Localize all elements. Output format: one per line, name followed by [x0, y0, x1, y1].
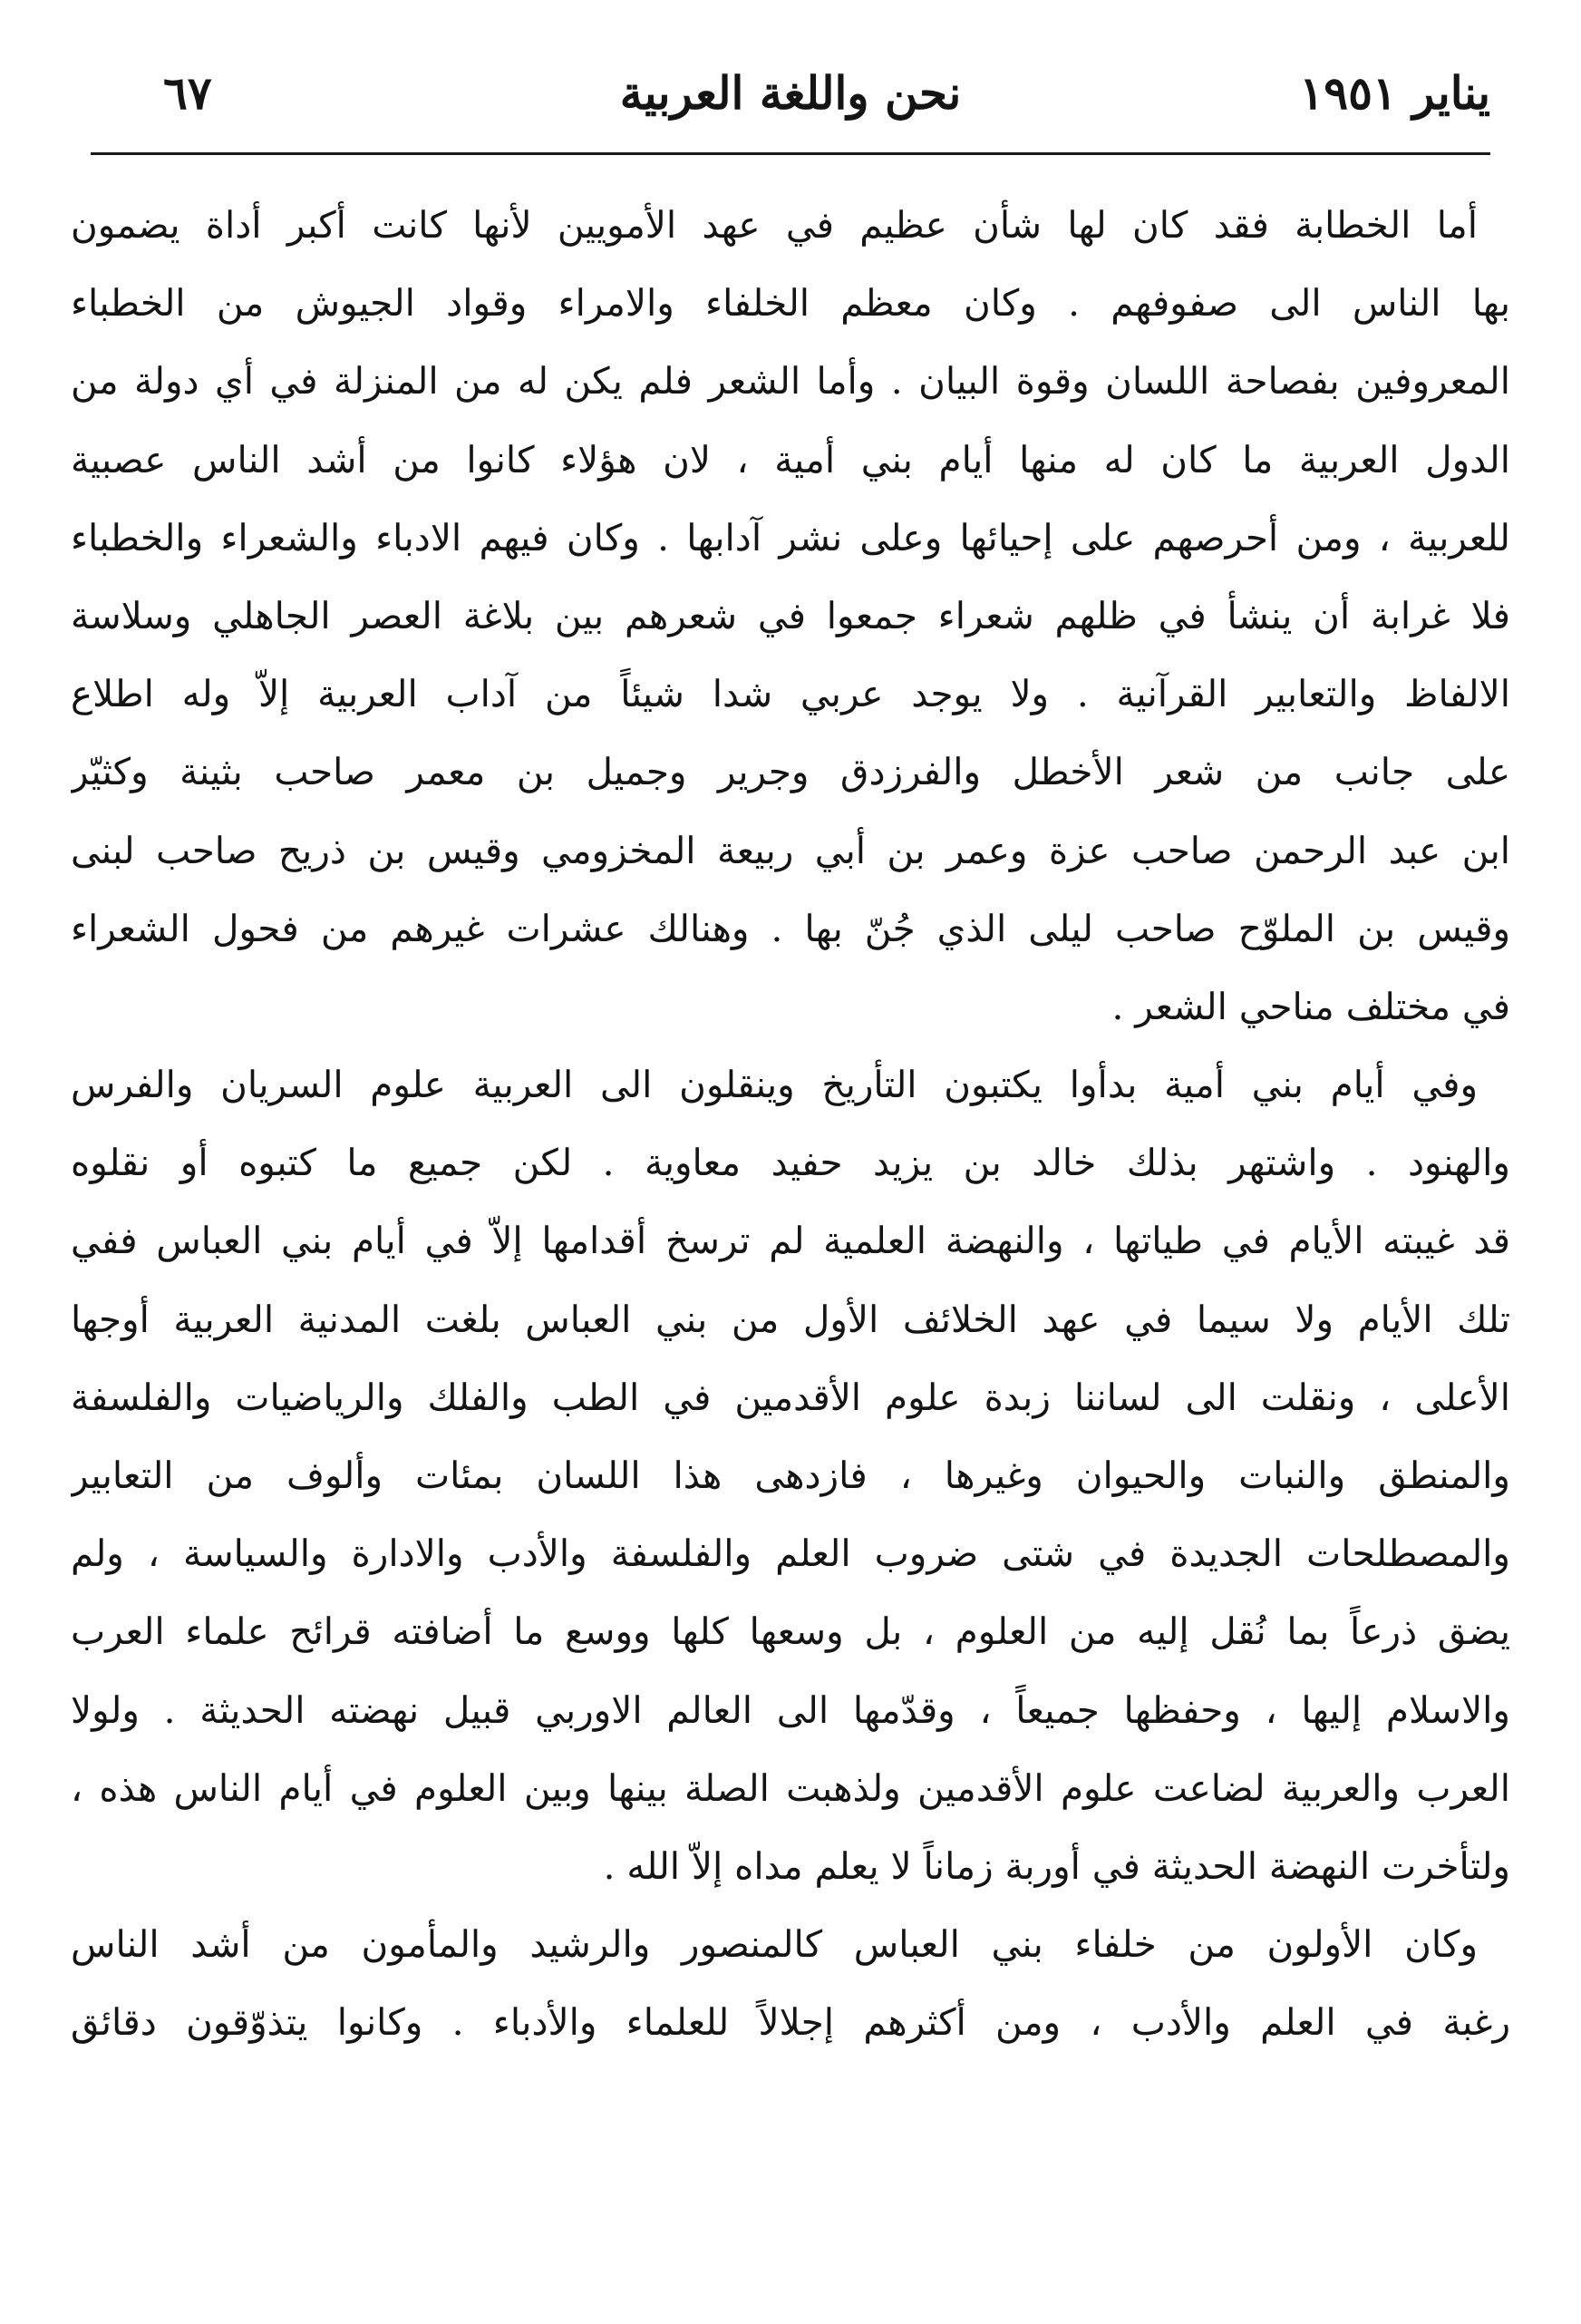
text-line: الأعلى ، ونقلت الى لساننا زبدة علوم الأقدمين في الطب والفلك والرياضيات والفلسفة — [71, 1375, 1510, 1419]
text-line: رغبة في العلم والأدب ، ومن أكثرهم إجلالاً للعلماء والأدباء . وكانوا يتذوّقون دقائق — [71, 2000, 1510, 2045]
text-line: والمنطق والنبات والحيوان وغيرها ، فازدهى هذا اللسان بمئات وألوف من التعابير — [71, 1454, 1510, 1497]
text-line: وفي أيام بني أمية بدأوا يكتبون التأريخ وينقلون الى العربية علوم السريان والفرس — [71, 1063, 1478, 1107]
text-line: وقيس بن الملوّح صاحب ليلى الذي جُنّ بها . وهنالك عشرات غيرهم من فحول الشعراء — [71, 906, 1510, 950]
text-line: وكان الأولون من خلفاء بني العباس كالمنصور والرشيد والمأمون من أشد الناس — [71, 1922, 1478, 1967]
text-line: يضق ذرعاً بما نُقل إليه من العلوم ، بل وسعها كلها ووسع ما أضافته قرائح علماء العرب — [71, 1609, 1510, 1654]
header-title: نحن واللغة العربية — [619, 66, 962, 120]
text-line: والاسلام إليها ، وحفظها جميعاً ، وقدّمها الى العالم الاوربي قبيل نهضته الحديثة . ولولا — [71, 1687, 1510, 1732]
text-line: بها الناس الى صفوفهم . وكان معظم الخلفاء والامراء وقواد الجيوش من الخطباء — [71, 281, 1510, 326]
text-line: على جانب من شعر الأخطل والفرزدق وجرير وجميل بن معمر صاحب بثينة وكثيّر — [71, 750, 1510, 794]
text-line: والهنود . واشتهر بذلك خالد بن يزيد حفيد معاوية . لكن جميع ما كتبوه أو نقلوه — [71, 1141, 1510, 1185]
running-header — [91, 53, 1490, 134]
text-line: في مختلف مناحي الشعر . — [1111, 984, 1510, 1028]
text-line: قد غيبته الأيام في طياتها ، والنهضة العلمية لم ترسخ أقدامها إلاّ في أيام بني العباس ففي — [71, 1219, 1510, 1263]
header-date: يناير ١٩٥١ — [1299, 66, 1490, 120]
text-line: الالفاظ والتعابير القرآنية . ولا يوجد عربي شدا شيئاً من آداب العربية إلاّ وله اطلاع — [71, 672, 1510, 716]
text-line: العرب والعربية لضاعت علوم الأقدمين ولذهبت الصلة بينها وبين العلوم في أيام الناس هذه ، — [71, 1765, 1510, 1810]
text-line: ابن عبد الرحمن صاحب عزة وعمر بن أبي ربيعة المخزومي وقيس بن ذريح صاحب لبنى — [71, 828, 1510, 872]
text-line: الدول العربية ما كان له منها أيام بني أمية ، لان هؤلاء كانوا من أشد الناس عصبية — [71, 437, 1510, 481]
text-line: فلا غرابة أن ينشأ في ظلهم شعراء جمعوا في شعرهم بين بلاغة العصر الجاهلي وسلاسة — [71, 593, 1510, 637]
text-line: المعروفين بفصاحة اللسان وقوة البيان . وأما الشعر فلم يكن له من المنزلة في أي دولة من — [71, 359, 1510, 404]
page-number: ٦٧ — [163, 66, 212, 120]
text-line: ولتأخرت النهضة الحديثة في أوربة زماناً لا يعلم مداه إلاّ الله . — [603, 1843, 1510, 1888]
text-line: والمصطلحات الجديدة في شتى ضروب العلم والفلسفة والأدب والادارة والسياسة ، ولم — [71, 1532, 1510, 1576]
text-line: للعربية ، ومن أحرصهم على إحيائها وعلى نشر آدابها . وكان فيهم الادباء والشعراء والخطباء — [71, 515, 1510, 559]
text-line: تلك الأيام ولا سيما في عهد الخلائف الأول من بني العباس بلغت المدنية العربية أوجها — [71, 1297, 1510, 1341]
text-line: أما الخطابة فقد كان لها شأن عظيم في عهد الأمويين لأنها كانت أكبر أداة يضمون — [71, 203, 1478, 247]
body-text — [71, 186, 1510, 2062]
header-rule — [91, 152, 1490, 155]
